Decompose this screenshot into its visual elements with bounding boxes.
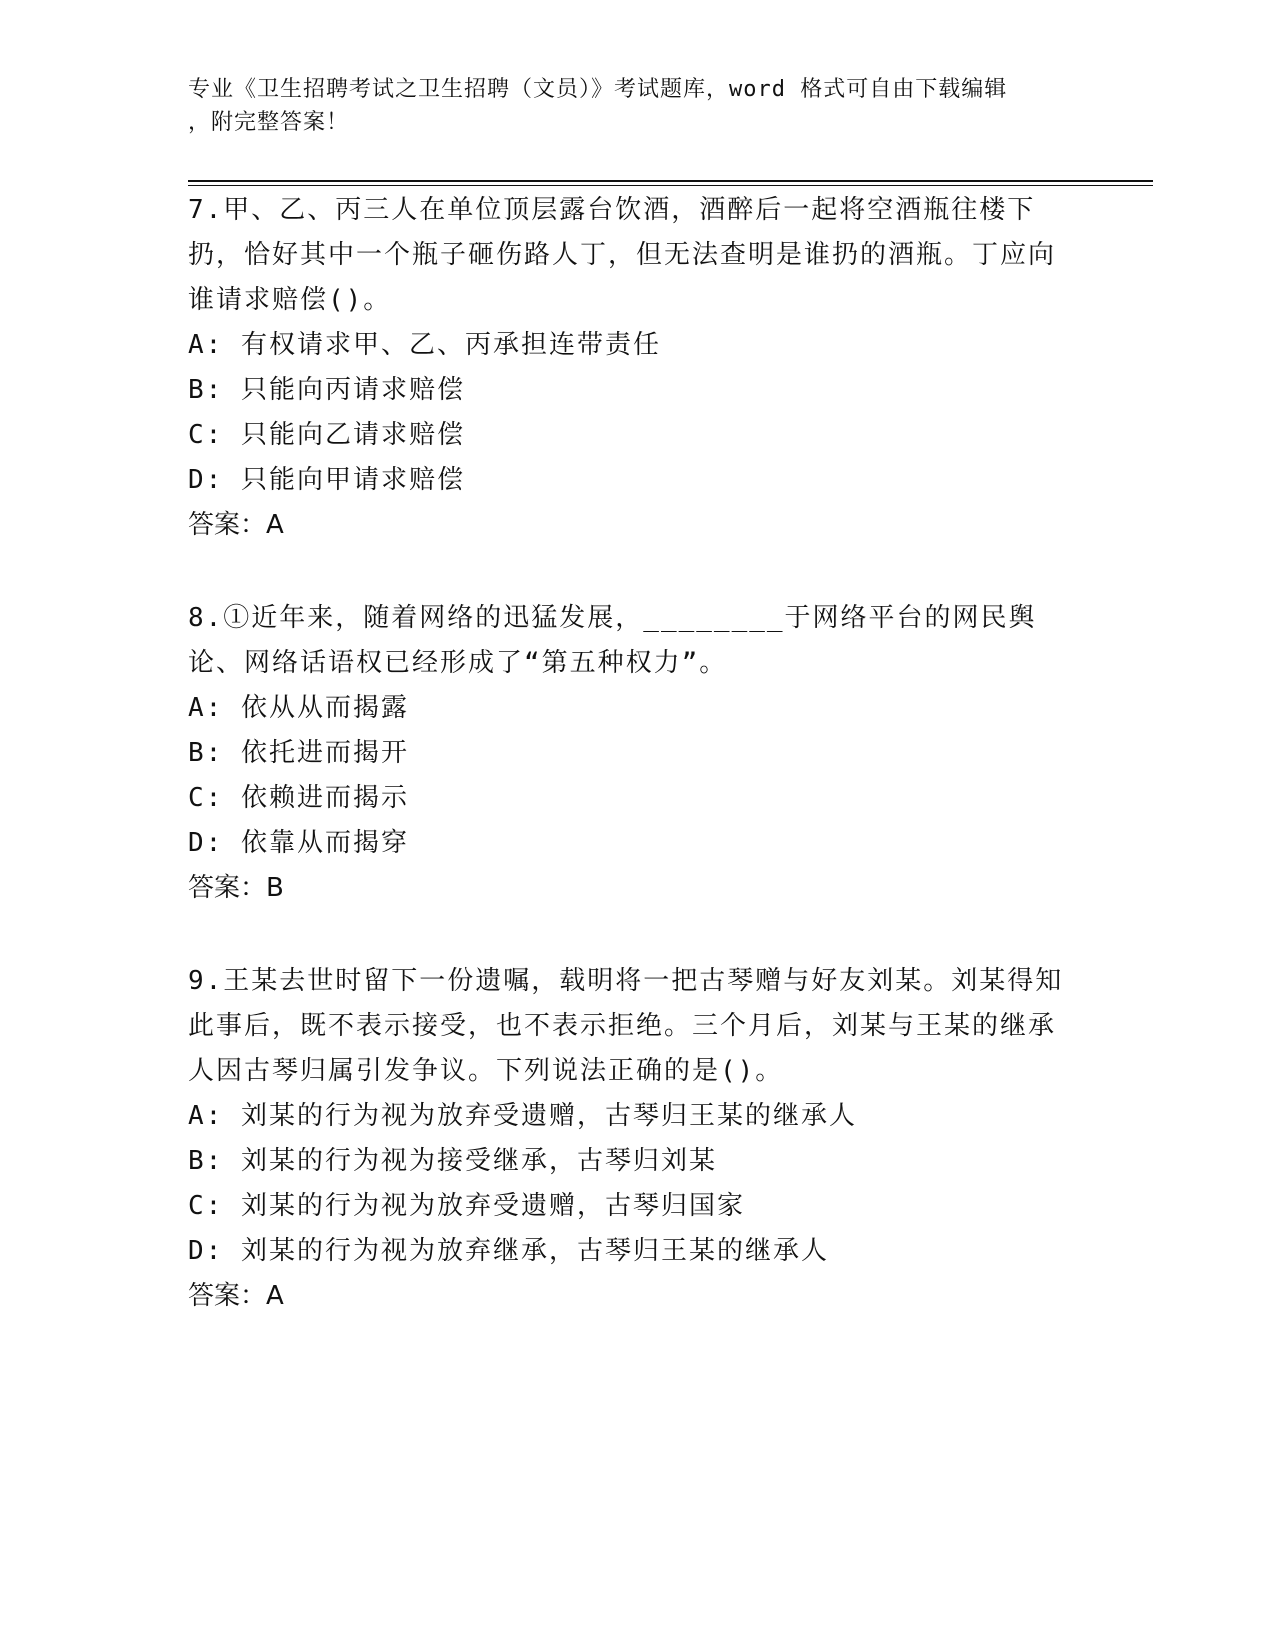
option-c: C: 只能向乙请求赔偿 [188, 420, 465, 450]
option-b: B: 刘某的行为视为接受继承，古琴归刘某 [188, 1146, 717, 1176]
answer-line: 答案：B [188, 873, 284, 903]
question-8 [188, 596, 1068, 911]
option-b: B: 依托进而揭开 [188, 738, 409, 768]
answer-line: 答案：A [188, 1281, 284, 1311]
option-d: D: 只能向甲请求赔偿 [188, 465, 465, 495]
question-text: 8.①近年来，随着网络的迅猛发展，________于网络平台的网民舆论、网络话语权已经形成了“第五种权力”。 [188, 603, 1037, 678]
answer-line: 答案：A [188, 510, 284, 540]
header-divider-thick [188, 180, 1153, 182]
question-7 [188, 188, 1068, 548]
option-d: D: 依靠从而揭穿 [188, 828, 409, 858]
option-a: A: 刘某的行为视为放弃受遗赠，古琴归王某的继承人 [188, 1101, 857, 1131]
question-text: 7.甲、乙、丙三人在单位顶层露台饮酒，酒醉后一起将空酒瓶往楼下扔，恰好其中一个瓶子砸伤路人丁，但无法查明是谁扔的酒瓶。丁应向谁请求赔偿()。 [188, 195, 1057, 315]
option-c: C: 依赖进而揭示 [188, 783, 409, 813]
header-line-1: 专业《卫生招聘考试之卫生招聘（文员）》考试题库，word 格式可自由下载编辑 [188, 77, 1008, 102]
option-a: A: 依从从而揭露 [188, 693, 409, 723]
question-text: 9.王某去世时留下一份遗嘱，载明将一把古琴赠与好友刘某。刘某得知此事后，既不表示接受，也不表示拒绝。三个月后，刘某与王某的继承人因古琴归属引发争议。下列说法正确的是()。 [188, 966, 1064, 1086]
option-a: A: 有权请求甲、乙、丙承担连带责任 [188, 330, 661, 360]
option-d: D: 刘某的行为视为放弃继承，古琴归王某的继承人 [188, 1236, 829, 1266]
option-b: B: 只能向丙请求赔偿 [188, 375, 465, 405]
option-c: C: 刘某的行为视为放弃受遗赠，古琴归国家 [188, 1191, 745, 1221]
question-9 [188, 959, 1068, 1319]
document-header [188, 73, 1068, 139]
header-line-2: ，附完整答案！ [188, 110, 350, 135]
header-divider-thin [188, 185, 1153, 186]
